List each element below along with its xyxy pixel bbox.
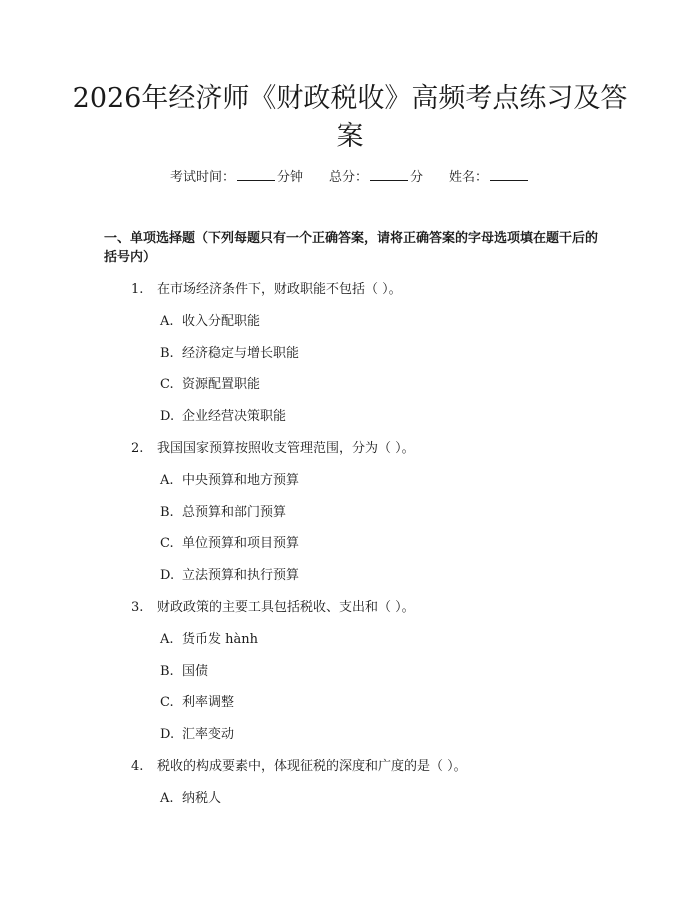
option-text: 货币发 hành bbox=[182, 631, 259, 647]
exam-time-unit: 分钟 bbox=[276, 170, 303, 185]
total-score-unit: 分 bbox=[410, 170, 424, 185]
question-3 bbox=[131, 599, 415, 617]
question-4 bbox=[131, 758, 467, 776]
option-text: 汇率变动 bbox=[182, 727, 235, 743]
exam-time-blank bbox=[237, 168, 275, 181]
option-text: 资源配置职能 bbox=[182, 377, 261, 393]
option-text: 国债 bbox=[182, 663, 209, 679]
option-letter: B. bbox=[160, 504, 174, 520]
student-name-blank bbox=[490, 168, 528, 181]
exam-time-label: 考试时间： bbox=[169, 170, 235, 185]
total-score-label: 总分： bbox=[328, 170, 368, 185]
option-letter: A. bbox=[160, 313, 174, 329]
question-1 bbox=[131, 281, 402, 299]
option-letter: A. bbox=[160, 631, 174, 647]
option-text: 立法预算和执行预算 bbox=[182, 568, 300, 584]
option-a bbox=[160, 313, 260, 331]
question-number: 3. bbox=[131, 600, 144, 615]
option-c bbox=[160, 694, 234, 712]
option-letter: D. bbox=[160, 568, 175, 584]
document-title: 2026年经济师《财政税收》高频考点练习及答案 bbox=[72, 83, 628, 152]
option-text: 单位预算和项目预算 bbox=[182, 536, 300, 552]
option-b bbox=[160, 663, 208, 681]
option-letter: C. bbox=[160, 695, 174, 711]
option-text: 经济稳定与增长职能 bbox=[182, 345, 300, 361]
option-letter: C. bbox=[160, 377, 174, 393]
question-text: 在市场经济条件下，财政职能不包括（ ）。 bbox=[157, 282, 402, 297]
question-text: 我国国家预算按照收支管理范围，分为（ ）。 bbox=[157, 441, 415, 456]
option-b bbox=[160, 345, 299, 363]
option-text: 中央预算和地方预算 bbox=[182, 472, 300, 488]
option-c bbox=[160, 535, 299, 553]
option-letter: C. bbox=[160, 536, 174, 552]
student-name-label: 姓名： bbox=[449, 170, 489, 185]
option-a bbox=[160, 631, 258, 649]
option-letter: A. bbox=[160, 790, 174, 806]
option-letter: D. bbox=[160, 409, 175, 425]
option-text: 收入分配职能 bbox=[182, 313, 261, 329]
option-text: 纳税人 bbox=[182, 790, 222, 806]
question-text: 税收的构成要素中，体现征税的深度和广度的是（ ）。 bbox=[157, 759, 467, 774]
option-text: 利率调整 bbox=[182, 695, 235, 711]
option-d bbox=[160, 726, 234, 744]
question-text: 财政政策的主要工具包括税收、支出和（ ）。 bbox=[157, 600, 415, 615]
option-a bbox=[160, 790, 221, 808]
option-a bbox=[160, 472, 299, 490]
question-number: 2. bbox=[131, 441, 144, 456]
option-d bbox=[160, 408, 286, 426]
option-text: 总预算和部门预算 bbox=[182, 504, 287, 520]
option-text: 企业经营决策职能 bbox=[182, 409, 287, 425]
section-heading: 一、单项选择题（下列每题只有一个正确答案，请将正确答案的字母选项填在题干后的括号内） bbox=[104, 231, 599, 265]
option-letter: A. bbox=[160, 472, 174, 488]
total-score-blank bbox=[370, 168, 408, 181]
exam-info-line bbox=[0, 168, 700, 188]
option-c bbox=[160, 376, 260, 394]
option-b bbox=[160, 504, 286, 522]
option-d bbox=[160, 567, 299, 585]
question-number: 1. bbox=[131, 282, 144, 297]
option-letter: D. bbox=[160, 727, 175, 743]
question-number: 4. bbox=[131, 759, 144, 774]
option-letter: B. bbox=[160, 663, 174, 679]
option-letter: B. bbox=[160, 345, 174, 361]
question-2 bbox=[131, 440, 415, 458]
